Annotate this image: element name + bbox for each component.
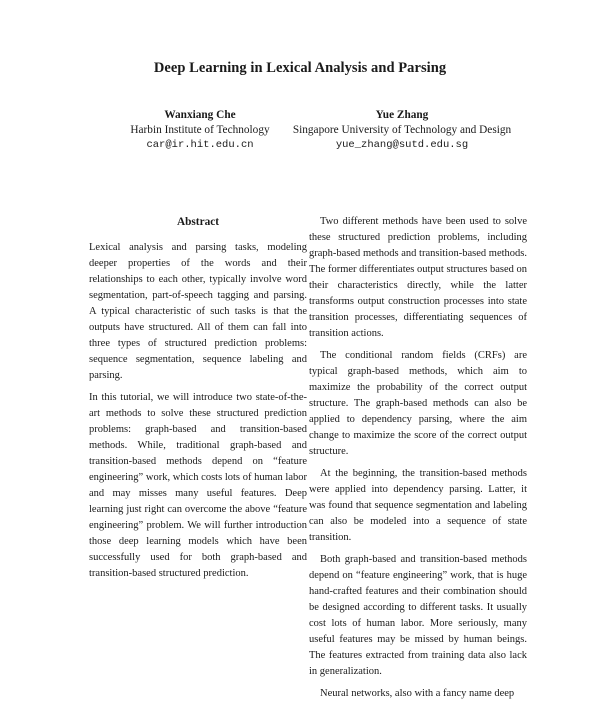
- abstract-paragraph: In this tutorial, we will introduce two state-of-the-art methods to solve these structured prediction problems: graph-based and transition-based methods. While, traditional graph-based and transition-based methods depend on “feature engineering” work, which costs lots of human labor and may misses many useful features. Deep learning just right can overcome the above “feature engineering” problem. We will further introduction those deep learning models which have been successfully used for both graph-based and transition-based structured prediction.: [89, 392, 307, 579]
- author-name: Yue Zhang: [375, 109, 429, 121]
- paper-title: Deep Learning in Lexical Analysis and Parsing: [153, 60, 447, 76]
- body-paragraph: At the beginning, the transition-based methods were applied into dependency parsing. Latter, it was found that sequence segmentation and labeling can also be modeled into a sequence of state transition.: [309, 468, 527, 543]
- abstract-heading: Abstract: [176, 216, 220, 228]
- body-paragraph: Neural networks, also with a fancy name deep: [320, 688, 515, 699]
- body-paragraph: Both graph-based and transition-based methods depend on “feature engineering” work, that is huge hand-crafted features and their combination should be designed according to different tasks. It usually cost lots of human labor. More seriously, many useful features may be missed by human beings. The features extracted from training data also lack in generalization.: [309, 554, 527, 677]
- author-affiliation: Singapore University of Technology and Design: [292, 124, 512, 136]
- author-block-1: [120, 108, 280, 153]
- author-email: yue_zhang@sutd.edu.sg: [335, 139, 469, 151]
- right-column: [309, 214, 527, 708]
- author-block-2: [283, 108, 521, 153]
- author-email: car@ir.hit.edu.cn: [146, 139, 254, 151]
- left-column: [89, 214, 307, 588]
- body-paragraph: The conditional random fields (CRFs) are typical graph-based methods, which aim to maximize the probability of the correct output structure. The graph-based methods can also be applied to dependency parsing, where the aim change to maximize the score of the correct output structure.: [309, 350, 527, 457]
- abstract-paragraph: Lexical analysis and parsing tasks, modeling deeper properties of the words and their relationships to each other, typically involve word segmentation, part-of-speech tagging and parsing. A typical characteristic of such tasks is that the outputs have structured. All of them can fall into three types of structured prediction problems: sequence segmentation, sequence labeling and parsing.: [89, 242, 307, 381]
- author-affiliation: Harbin Institute of Technology: [130, 124, 270, 136]
- body-paragraph: Two different methods have been used to solve these structured prediction problems, including graph-based methods and transition-based methods. The former differentiates output structures based on their characteristics directly, while the latter transforms output construction processes into state transition processes, differentiating sequences of transition actions.: [309, 216, 527, 339]
- author-name: Wanxiang Che: [164, 109, 236, 121]
